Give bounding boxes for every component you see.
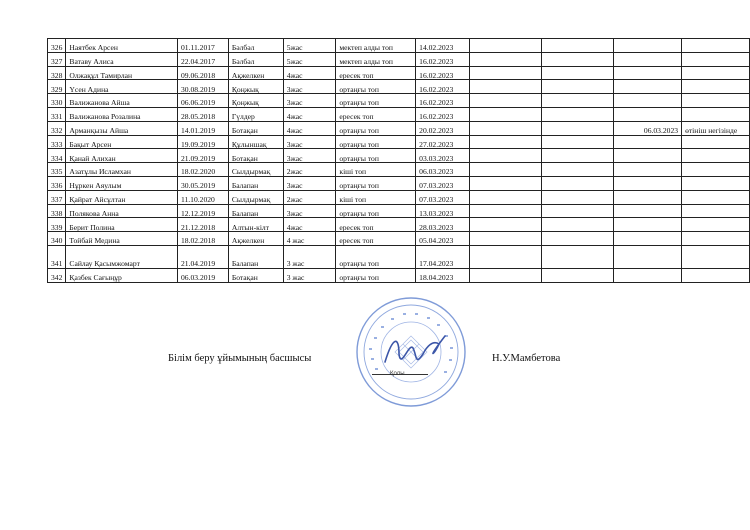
group-name: Сылдырмақ bbox=[228, 190, 283, 204]
row-number: 342 bbox=[48, 268, 66, 282]
child-name: Үсен Адина bbox=[66, 80, 178, 94]
departure-date: 06.03.2023 bbox=[614, 121, 682, 135]
departure-reason bbox=[682, 268, 750, 282]
table-row bbox=[48, 94, 750, 108]
group-name: Қоңжық bbox=[228, 80, 283, 94]
age: 4жас bbox=[283, 218, 336, 232]
child-name: Қайрат Айсұлтан bbox=[66, 190, 178, 204]
group-level: кіші топ bbox=[336, 190, 416, 204]
admission-date: 27.02.2023 bbox=[416, 135, 470, 149]
empty-cell bbox=[542, 107, 614, 121]
child-name: Қазбек Сағыңұр bbox=[66, 268, 178, 282]
table-row bbox=[48, 218, 750, 232]
empty-cell bbox=[542, 94, 614, 108]
group-name: Қоңжық bbox=[228, 94, 283, 108]
group-level: ортаңғы топ bbox=[336, 121, 416, 135]
child-name: Сайлау Қасымжомарт bbox=[66, 245, 178, 268]
group-name: Алтын-кілт bbox=[228, 218, 283, 232]
group-level: мектеп алды топ bbox=[336, 39, 416, 53]
column-8 bbox=[469, 52, 541, 66]
age: 3жас bbox=[283, 80, 336, 94]
group-name: Бәлбәл bbox=[228, 52, 283, 66]
age: 2жас bbox=[283, 190, 336, 204]
child-name: Тойбай Медина bbox=[66, 232, 178, 246]
empty-cell bbox=[542, 52, 614, 66]
group-level: ересек топ bbox=[336, 66, 416, 80]
age: 3 жас bbox=[283, 268, 336, 282]
age: 5жас bbox=[283, 52, 336, 66]
departure-reason bbox=[682, 94, 750, 108]
table-row bbox=[48, 190, 750, 204]
departure-date bbox=[614, 218, 682, 232]
admission-date: 13.03.2023 bbox=[416, 204, 470, 218]
group-level: ортаңғы топ bbox=[336, 135, 416, 149]
empty-cell bbox=[542, 80, 614, 94]
row-number: 332 bbox=[48, 121, 66, 135]
group-level: ортаңғы топ bbox=[336, 149, 416, 163]
departure-reason bbox=[682, 245, 750, 268]
group-level: ортаңғы топ bbox=[336, 176, 416, 190]
group-name: Ақжелкен bbox=[228, 66, 283, 80]
column-8 bbox=[469, 80, 541, 94]
empty-cell bbox=[542, 121, 614, 135]
group-level: ересек топ bbox=[336, 232, 416, 246]
official-stamp bbox=[355, 296, 467, 408]
table-row bbox=[48, 107, 750, 121]
table-row bbox=[48, 39, 750, 53]
column-8 bbox=[469, 39, 541, 53]
birth-date: 11.10.2020 bbox=[177, 190, 228, 204]
table-row bbox=[48, 232, 750, 246]
birth-date: 01.11.2017 bbox=[177, 39, 228, 53]
empty-cell bbox=[542, 135, 614, 149]
child-name: Нұркен Аяулым bbox=[66, 176, 178, 190]
empty-cell bbox=[542, 176, 614, 190]
group-name: Ақжелкен bbox=[228, 232, 283, 246]
child-name: Валижанова Розалина bbox=[66, 107, 178, 121]
departure-reason bbox=[682, 66, 750, 80]
departure-reason bbox=[682, 135, 750, 149]
group-level: ортаңғы топ bbox=[336, 268, 416, 282]
departure-reason bbox=[682, 176, 750, 190]
empty-cell bbox=[542, 149, 614, 163]
group-name: Балапан bbox=[228, 245, 283, 268]
director-title: Білім беру ұйымының басшысы bbox=[168, 353, 312, 364]
table-row bbox=[48, 163, 750, 177]
departure-reason bbox=[682, 80, 750, 94]
age: 4 жас bbox=[283, 232, 336, 246]
column-8 bbox=[469, 149, 541, 163]
age: 4жас bbox=[283, 66, 336, 80]
departure-date bbox=[614, 94, 682, 108]
departure-reason bbox=[682, 232, 750, 246]
birth-date: 14.01.2019 bbox=[177, 121, 228, 135]
row-number: 340 bbox=[48, 232, 66, 246]
column-8 bbox=[469, 121, 541, 135]
departure-date bbox=[614, 52, 682, 66]
column-8 bbox=[469, 204, 541, 218]
admission-date: 18.04.2023 bbox=[416, 268, 470, 282]
empty-cell bbox=[542, 39, 614, 53]
birth-date: 28.05.2018 bbox=[177, 107, 228, 121]
table-row bbox=[48, 135, 750, 149]
departure-date bbox=[614, 80, 682, 94]
row-number: 331 bbox=[48, 107, 66, 121]
birth-date: 21.12.2018 bbox=[177, 218, 228, 232]
age: 3жас bbox=[283, 204, 336, 218]
age: 3жас bbox=[283, 149, 336, 163]
row-number: 337 bbox=[48, 190, 66, 204]
group-name: Балапан bbox=[228, 176, 283, 190]
birth-date: 21.09.2019 bbox=[177, 149, 228, 163]
column-8 bbox=[469, 268, 541, 282]
row-number: 326 bbox=[48, 39, 66, 53]
departure-date bbox=[614, 135, 682, 149]
table-row bbox=[48, 52, 750, 66]
departure-reason bbox=[682, 52, 750, 66]
group-name: Ботақан bbox=[228, 268, 283, 282]
age: 4жас bbox=[283, 107, 336, 121]
column-8 bbox=[469, 66, 541, 80]
column-8 bbox=[469, 245, 541, 268]
group-level: ортаңғы топ bbox=[336, 80, 416, 94]
column-8 bbox=[469, 107, 541, 121]
admission-date: 16.02.2023 bbox=[416, 66, 470, 80]
column-8 bbox=[469, 218, 541, 232]
child-name: Олжақұл Тамирлан bbox=[66, 66, 178, 80]
departure-date bbox=[614, 204, 682, 218]
table-row bbox=[48, 245, 750, 268]
table-row bbox=[48, 149, 750, 163]
admission-date: 16.02.2023 bbox=[416, 94, 470, 108]
group-level: ортаңғы топ bbox=[336, 204, 416, 218]
row-number: 328 bbox=[48, 66, 66, 80]
column-8 bbox=[469, 135, 541, 149]
admission-date: 03.03.2023 bbox=[416, 149, 470, 163]
group-name: Сылдырмақ bbox=[228, 163, 283, 177]
departure-date bbox=[614, 190, 682, 204]
table-row bbox=[48, 66, 750, 80]
column-8 bbox=[469, 176, 541, 190]
admission-date: 28.03.2023 bbox=[416, 218, 470, 232]
admission-date: 14.02.2023 bbox=[416, 39, 470, 53]
departure-reason bbox=[682, 39, 750, 53]
empty-cell bbox=[542, 218, 614, 232]
departure-reason bbox=[682, 204, 750, 218]
group-name: Гүлдер bbox=[228, 107, 283, 121]
row-number: 334 bbox=[48, 149, 66, 163]
admission-date: 17.04.2023 bbox=[416, 245, 470, 268]
departure-date bbox=[614, 66, 682, 80]
child-name: Ватаву Алиса bbox=[66, 52, 178, 66]
empty-cell bbox=[542, 268, 614, 282]
admission-date: 16.02.2023 bbox=[416, 80, 470, 94]
column-8 bbox=[469, 190, 541, 204]
row-number: 329 bbox=[48, 80, 66, 94]
table-row bbox=[48, 80, 750, 94]
birth-date: 12.12.2019 bbox=[177, 204, 228, 218]
admission-date: 06.03.2023 bbox=[416, 163, 470, 177]
group-level: кіші топ bbox=[336, 163, 416, 177]
group-name: Ботақан bbox=[228, 121, 283, 135]
empty-cell bbox=[542, 204, 614, 218]
group-level: мектеп алды топ bbox=[336, 52, 416, 66]
birth-date: 18.02.2020 bbox=[177, 163, 228, 177]
column-8 bbox=[469, 163, 541, 177]
admission-date: 16.02.2023 bbox=[416, 52, 470, 66]
age: 3жас bbox=[283, 94, 336, 108]
group-name: Балапан bbox=[228, 204, 283, 218]
group-name: Құлыншақ bbox=[228, 135, 283, 149]
birth-date: 21.04.2019 bbox=[177, 245, 228, 268]
departure-reason bbox=[682, 107, 750, 121]
birth-date: 19.09.2019 bbox=[177, 135, 228, 149]
admission-date: 05.04.2023 bbox=[416, 232, 470, 246]
child-name: Арманқызы Айша bbox=[66, 121, 178, 135]
group-level: ортаңғы топ bbox=[336, 94, 416, 108]
birth-date: 30.05.2019 bbox=[177, 176, 228, 190]
empty-cell bbox=[542, 163, 614, 177]
birth-date: 22.04.2017 bbox=[177, 52, 228, 66]
age: 4жас bbox=[283, 121, 336, 135]
empty-cell bbox=[542, 190, 614, 204]
register-table bbox=[47, 38, 750, 283]
group-level: ересек топ bbox=[336, 107, 416, 121]
row-number: 330 bbox=[48, 94, 66, 108]
child-name: Бақыт Арсен bbox=[66, 135, 178, 149]
departure-reason: өтініш негізінде bbox=[682, 121, 750, 135]
departure-date bbox=[614, 245, 682, 268]
departure-date bbox=[614, 149, 682, 163]
row-number: 327 bbox=[48, 52, 66, 66]
departure-reason bbox=[682, 190, 750, 204]
row-number: 333 bbox=[48, 135, 66, 149]
age: 3жас bbox=[283, 176, 336, 190]
departure-date bbox=[614, 176, 682, 190]
child-name: Полякова Анна bbox=[66, 204, 178, 218]
table-row bbox=[48, 268, 750, 282]
departure-reason bbox=[682, 218, 750, 232]
departure-date bbox=[614, 107, 682, 121]
group-level: ортаңғы топ bbox=[336, 245, 416, 268]
departure-reason bbox=[682, 163, 750, 177]
age: 2жас bbox=[283, 163, 336, 177]
group-level: ересек топ bbox=[336, 218, 416, 232]
column-8 bbox=[469, 232, 541, 246]
birth-date: 09.06.2018 bbox=[177, 66, 228, 80]
birth-date: 18.02.2018 bbox=[177, 232, 228, 246]
column-8 bbox=[469, 94, 541, 108]
child-name: Азатұлы Исламхан bbox=[66, 163, 178, 177]
table-row bbox=[48, 121, 750, 135]
departure-date bbox=[614, 39, 682, 53]
empty-cell bbox=[542, 66, 614, 80]
row-number: 341 bbox=[48, 245, 66, 268]
table-row bbox=[48, 176, 750, 190]
row-number: 335 bbox=[48, 163, 66, 177]
age: 5жас bbox=[283, 39, 336, 53]
departure-date bbox=[614, 232, 682, 246]
admission-date: 07.03.2023 bbox=[416, 176, 470, 190]
admission-date: 16.02.2023 bbox=[416, 107, 470, 121]
row-number: 339 bbox=[48, 218, 66, 232]
admission-date: 20.02.2023 bbox=[416, 121, 470, 135]
child-name: Қанай Алихан bbox=[66, 149, 178, 163]
empty-cell bbox=[542, 245, 614, 268]
group-name: Бәлбәл bbox=[228, 39, 283, 53]
admission-date: 07.03.2023 bbox=[416, 190, 470, 204]
birth-date: 06.06.2019 bbox=[177, 94, 228, 108]
row-number: 336 bbox=[48, 176, 66, 190]
signature-label: Қолы bbox=[390, 371, 405, 377]
birth-date: 30.08.2019 bbox=[177, 80, 228, 94]
table-row bbox=[48, 204, 750, 218]
age: 3 жас bbox=[283, 245, 336, 268]
departure-date bbox=[614, 163, 682, 177]
row-number: 338 bbox=[48, 204, 66, 218]
child-name: Наятбек Арсен bbox=[66, 39, 178, 53]
group-name: Ботақан bbox=[228, 149, 283, 163]
departure-reason bbox=[682, 149, 750, 163]
departure-date bbox=[614, 268, 682, 282]
child-name: Валижанова Айша bbox=[66, 94, 178, 108]
age: 3жас bbox=[283, 135, 336, 149]
birth-date: 06.03.2019 bbox=[177, 268, 228, 282]
director-name: Н.У.Мамбетова bbox=[492, 353, 561, 364]
empty-cell bbox=[542, 232, 614, 246]
child-name: Берит Полина bbox=[66, 218, 178, 232]
